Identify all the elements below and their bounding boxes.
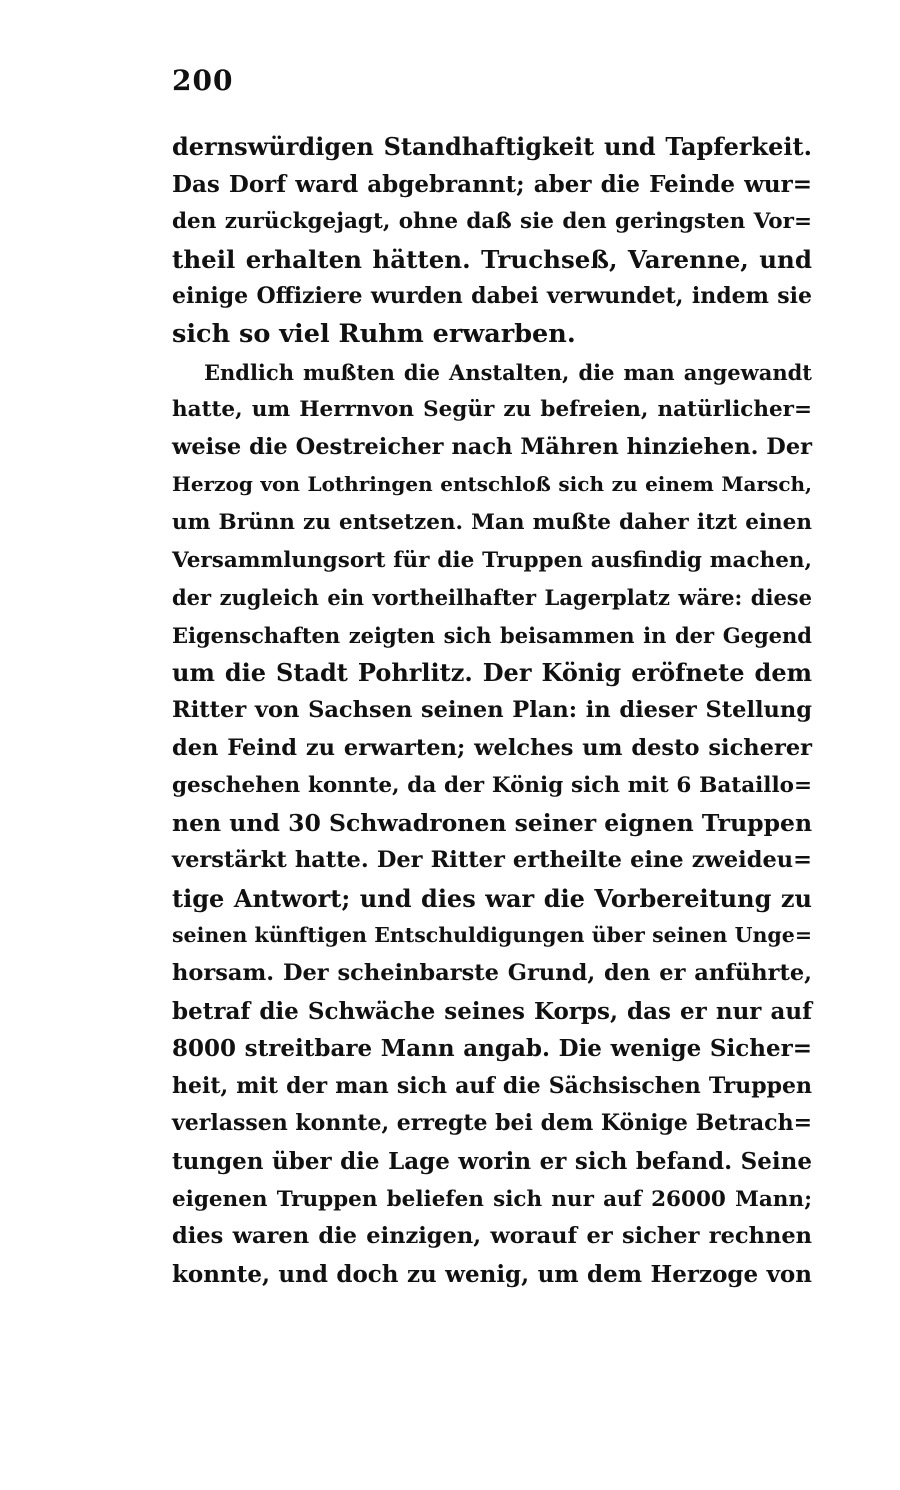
text-line: verstärkt hatte. Der Ritter ertheilte eine zweideu= <box>172 847 812 874</box>
text-line: Endlich mußten die Anstalten, die man angewandt <box>204 359 812 385</box>
text-line: eigenen Truppen beliefen sich nur auf 26000 Mann; <box>172 1186 812 1212</box>
text-line: verlassen konnte, erregte bei dem Könige Betrach= <box>172 1110 813 1137</box>
paragraph-2 <box>172 354 812 1294</box>
text-line: einige Offiziere wurden dabei verwundet, indem sie <box>172 283 812 310</box>
text-line: um Brünn zu entsetzen. Man mußte daher itzt einen <box>172 509 812 535</box>
text-line: Eigenschaften zeigten sich beisammen in der Gegend <box>172 622 812 648</box>
text-line: Das Dorf ward abgebrannt; aber die Feinde wur= <box>172 170 812 198</box>
page-number: 200 <box>172 64 234 97</box>
text-line: den zurückgejagt, ohne daß sie den geringsten Vor= <box>172 209 812 235</box>
text-line: der zugleich ein vortheilhafter Lagerplatz wäre: diese <box>172 585 812 611</box>
text-line: hatte, um Herrnvon Segür zu befreien, natürlicher= <box>172 397 812 423</box>
text-line: Ritter von Sachsen seinen Plan: in dieser Stellung <box>172 696 812 723</box>
text-line: dernswürdigen Standhaftigkeit und Tapferkeit. <box>172 132 812 161</box>
text-line: nen und 30 Schwadronen seiner eignen Truppen <box>172 808 813 837</box>
text-line: sich so viel Ruhm erwarben. <box>172 318 576 349</box>
text-line: tungen über die Lage worin er sich befand. Seine <box>172 1148 812 1176</box>
text-line: weise die Oestreicher nach Mähren hinziehen. Der <box>172 433 812 460</box>
text-line: konnte, und doch zu wenig, um dem Herzoge von <box>172 1260 812 1288</box>
text-line: theil erhalten hätten. Truchseß, Varenne, und <box>172 244 812 274</box>
text-line: seinen künftigen Entschuldigungen über seinen Unge= <box>172 923 812 948</box>
text-line: horsam. Der scheinbarste Grund, den er anführte, <box>172 960 812 987</box>
text-line: tige Antwort; und dies war die Vorbereitung zu <box>172 883 812 913</box>
text-line: heit, mit der man sich auf die Sächsischen Truppen <box>172 1072 812 1099</box>
paragraph-1 <box>172 128 812 354</box>
text-line: Herzog von Lothringen entschloß sich zu einem Marsch, <box>172 472 812 497</box>
text-line: dies waren die einzigen, worauf er sicher rechnen <box>172 1223 812 1250</box>
text-line: Versammlungsort für die Truppen ausfindig machen, <box>172 547 812 573</box>
text-line: den Feind zu erwarten; welches um desto sicherer <box>172 734 812 761</box>
text-line: 8000 streitbare Mann angab. Die wenige Sicher= <box>172 1035 812 1063</box>
text-line: um die Stadt Pohrlitz. Der König eröfnete dem <box>172 658 812 688</box>
body-text <box>172 128 812 1293</box>
text-line: geschehen konnte, da der König sich mit 6 Bataillo= <box>172 773 812 799</box>
text-line: betraf die Schwäche seines Korps, das er nur auf <box>172 997 812 1025</box>
